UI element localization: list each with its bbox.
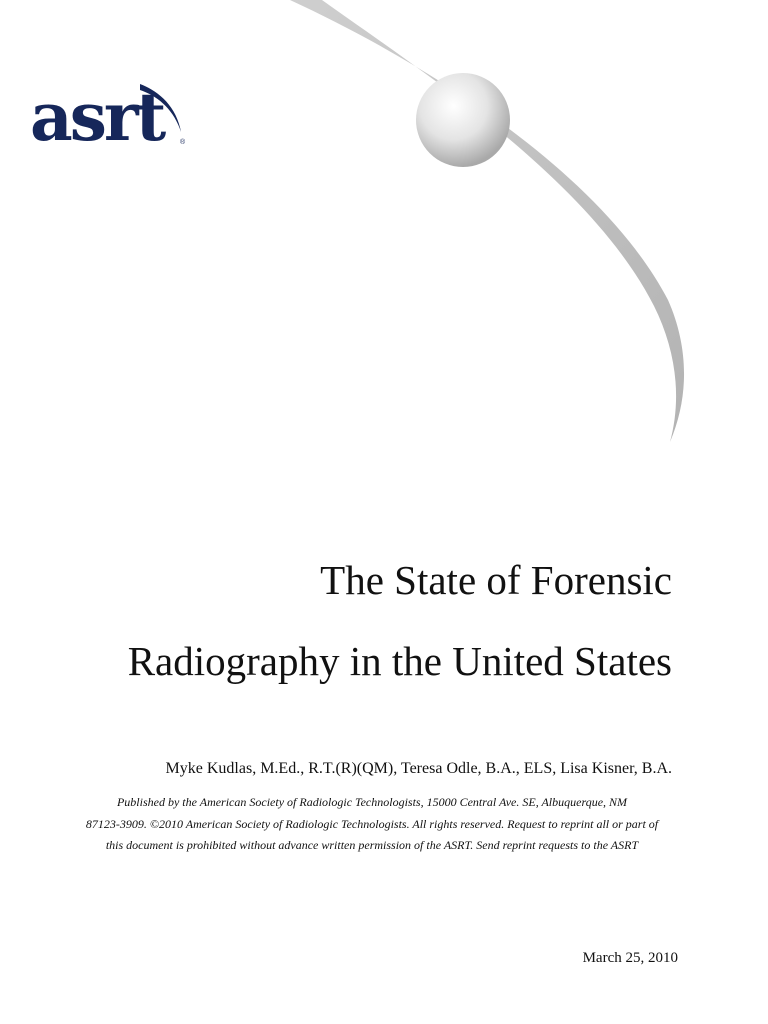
asrt-logo — [28, 76, 193, 152]
orbit-decoration-icon — [0, 0, 768, 450]
orbit-sphere — [416, 73, 510, 167]
document-title-line-1: The State of Forensic — [320, 557, 672, 603]
publication-notice — [62, 792, 682, 857]
document-title-line-2: Radiography in the United States — [127, 638, 672, 684]
publication-notice-line-3: this document is prohibited without advance written permission of the ASRT. Send reprint requests to the ASRT — [105, 838, 639, 852]
authors: Myke Kudlas, M.Ed., R.T.(R)(QM), Teresa Odle, B.A., ELS, Lisa Kisner, B.A. — [165, 760, 672, 777]
logo-text: asrt — [30, 78, 164, 152]
publication-date: March 25, 2010 — [582, 950, 678, 966]
logo-registered-mark: ® — [180, 139, 186, 146]
publication-notice-line-1: Published by the American Society of Radiologic Technologists, 15000 Central Ave. SE, Albuquerque, NM — [116, 795, 628, 809]
publication-notice-line-2: 87123-3909. ©2010 American Society of Radiologic Technologists. All rights reserved. Request to reprint all or part of — [85, 816, 659, 831]
orbit-arc — [290, 0, 684, 442]
